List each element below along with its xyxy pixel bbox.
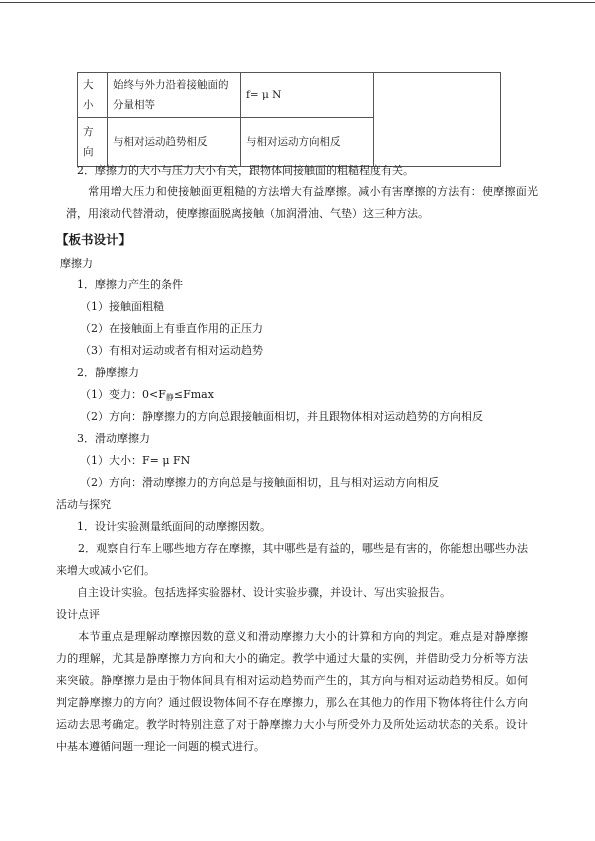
table-cell — [374, 73, 501, 167]
methods-text: 常用增大压力和使接触面更粗糙的方法增大有益摩擦。减小有害摩擦的方法有：使摩擦面光滑，用滚动代替滑动，使摩擦面脱离接触（加润滑油、气垫）这三种方法。 — [66, 185, 538, 220]
section-heading: 【板书设计】 — [56, 232, 132, 247]
table-cell: 方向 — [78, 118, 108, 167]
board-item-3: 3．滑动摩擦力 — [77, 432, 150, 445]
table-cell: 大小 — [78, 73, 108, 118]
activity-item-1: 1．设计实验测量纸面间的动摩擦因数。 — [77, 520, 271, 533]
board-item-3-2: （2）方向：滑动摩擦力的方向总是与接触面相切，且与相对运动方向相反 — [80, 476, 439, 489]
board-item-3-1: （1）大小：F= μ FN — [80, 454, 191, 467]
board-item-1-3: （3）有相对运动或者有相对运动趋势 — [80, 344, 263, 357]
table-cell: 与相对运动方向相反 — [241, 118, 374, 167]
table-cell: 与相对运动趋势相反 — [108, 118, 241, 167]
table-cell: 始终与外力沿着接触面的分量相等 — [108, 73, 241, 118]
board-item-2-2: （2）方向：静摩擦力的方向总跟接触面相切，并且跟物体相对运动趋势的方向相反 — [80, 410, 483, 423]
board-item-2-1: （1）变力：$0<F_静\le Fmax$ — [80, 388, 214, 402]
board-title: 摩擦力 — [60, 257, 93, 270]
table-cell: f= μ N — [241, 73, 374, 118]
board-item-1-1: （1）接触面粗糙 — [80, 300, 164, 313]
header-rule — [0, 2, 595, 3]
friction-comparison-table — [77, 72, 501, 167]
review-title: 设计点评 — [56, 608, 100, 621]
board-item-1: 1．摩擦力产生的条件 — [77, 278, 183, 291]
methods-paragraph — [66, 181, 538, 225]
table-row — [78, 73, 501, 118]
activity-title: 活动与探究 — [56, 498, 111, 511]
activity-item-3: 自主设计实验。包括选择实验器材、设计实验步骤，并设计、写出实验报告。 — [77, 586, 451, 599]
activity-item-2: 2．观察自行车上哪些地方存在摩擦，其中哪些是有益的，哪些是有害的，你能想出哪些办法来增大或减小它们。 — [56, 542, 528, 577]
review-paragraph: 本节重点是理解动摩擦因数的意义和滑动摩擦力大小的计算和方向的判定。难点是对静摩擦力的理解，尤其是静摩擦力方向和大小的确定。教学中通过大量的实例，并借助受力分析等方法来突破。静摩擦力是由于物体间具有相对运动趋势而产生的，其方向与相对运动趋势相反。如何判定静摩擦力的方向？通过假设物体间不存在摩擦力，那么在其他力的作用下物体将往什么方向运动去思考确定。教学时特别注意了对于静摩擦力大小与所受外力及所处运动状态的关系。设计中基本遵循问题一理论一问题的模式进行。 — [56, 630, 528, 753]
board-item-2: 2．静摩擦力 — [77, 366, 139, 379]
note-2: 2．摩擦力的大小与压力大小有关，跟物体间接触面的粗糙程度有关。 — [77, 164, 414, 177]
board-item-1-2: （2）在接触面上有垂直作用的正压力 — [80, 322, 263, 335]
